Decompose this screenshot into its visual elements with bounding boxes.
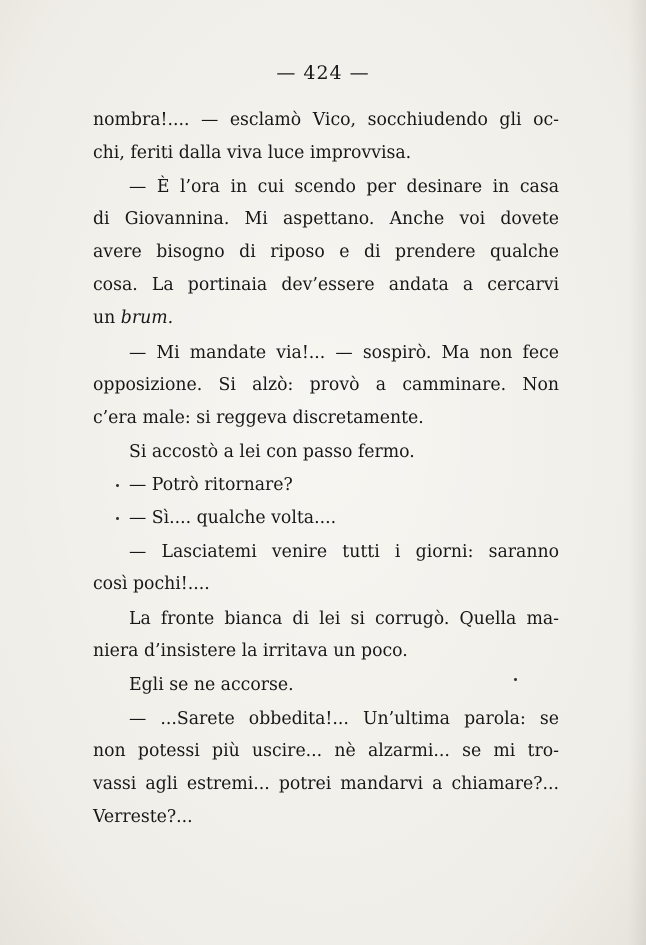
text-line: vassi agli estremi... potrei mandarvi a chiamare?... [93, 774, 559, 794]
text-line: nombra!.... — esclamò Vico, socchiudendo gli oc- [93, 110, 559, 130]
text-line: — È l’ora in cui scendo per desinare in casa [129, 177, 559, 197]
text-line: — Lasciatemi venire tutti i giorni: saranno [129, 542, 559, 562]
margin-speck [116, 484, 119, 487]
text-line [93, 303, 559, 333]
text-line: — ...Sarete obbedita!... Un’ultima parola: se [129, 709, 559, 729]
text-line: chi, feriti dalla viva luce improvvisa. [93, 143, 412, 163]
text-line: avere bisogno di riposo e di prendere qualche [93, 242, 559, 262]
margin-speck [514, 678, 517, 681]
text-line: così pochi!.... [93, 574, 210, 594]
text-line: c’era male: si reggeva discretamente. [93, 408, 424, 428]
text-line: di Giovannina. Mi aspettano. Anche voi dovete [93, 209, 559, 229]
text-line: niera d’insistere la irritava un poco. [93, 641, 408, 661]
text-line: Verreste?... [93, 807, 193, 827]
italic-word: brum. [120, 308, 174, 328]
text-line: La fronte bianca di lei si corrugò. Quella ma- [129, 609, 559, 629]
text-line: cosa. La portinaia dev’essere andata a cercarvi [93, 275, 559, 295]
text-line: — Potrò ritornare? [129, 475, 293, 495]
text-line: — Sì.... qualche volta.... [129, 508, 337, 528]
text-line-start: un [93, 308, 121, 328]
text-line: — Mi mandate via!... — sospirò. Ma non fece [129, 343, 559, 363]
page-number: — 424 — [276, 62, 370, 84]
page-edge-shadow [628, 0, 646, 945]
text-line: opposizione. Si alzò: provò a camminare. Non [93, 375, 559, 395]
margin-speck [116, 517, 119, 520]
text-line: Egli se ne accorse. [129, 675, 294, 695]
text-line: Si accostò a lei con passo fermo. [129, 442, 415, 462]
text-line: non potessi più uscire... nè alzarmi... se mi tro- [93, 741, 559, 761]
